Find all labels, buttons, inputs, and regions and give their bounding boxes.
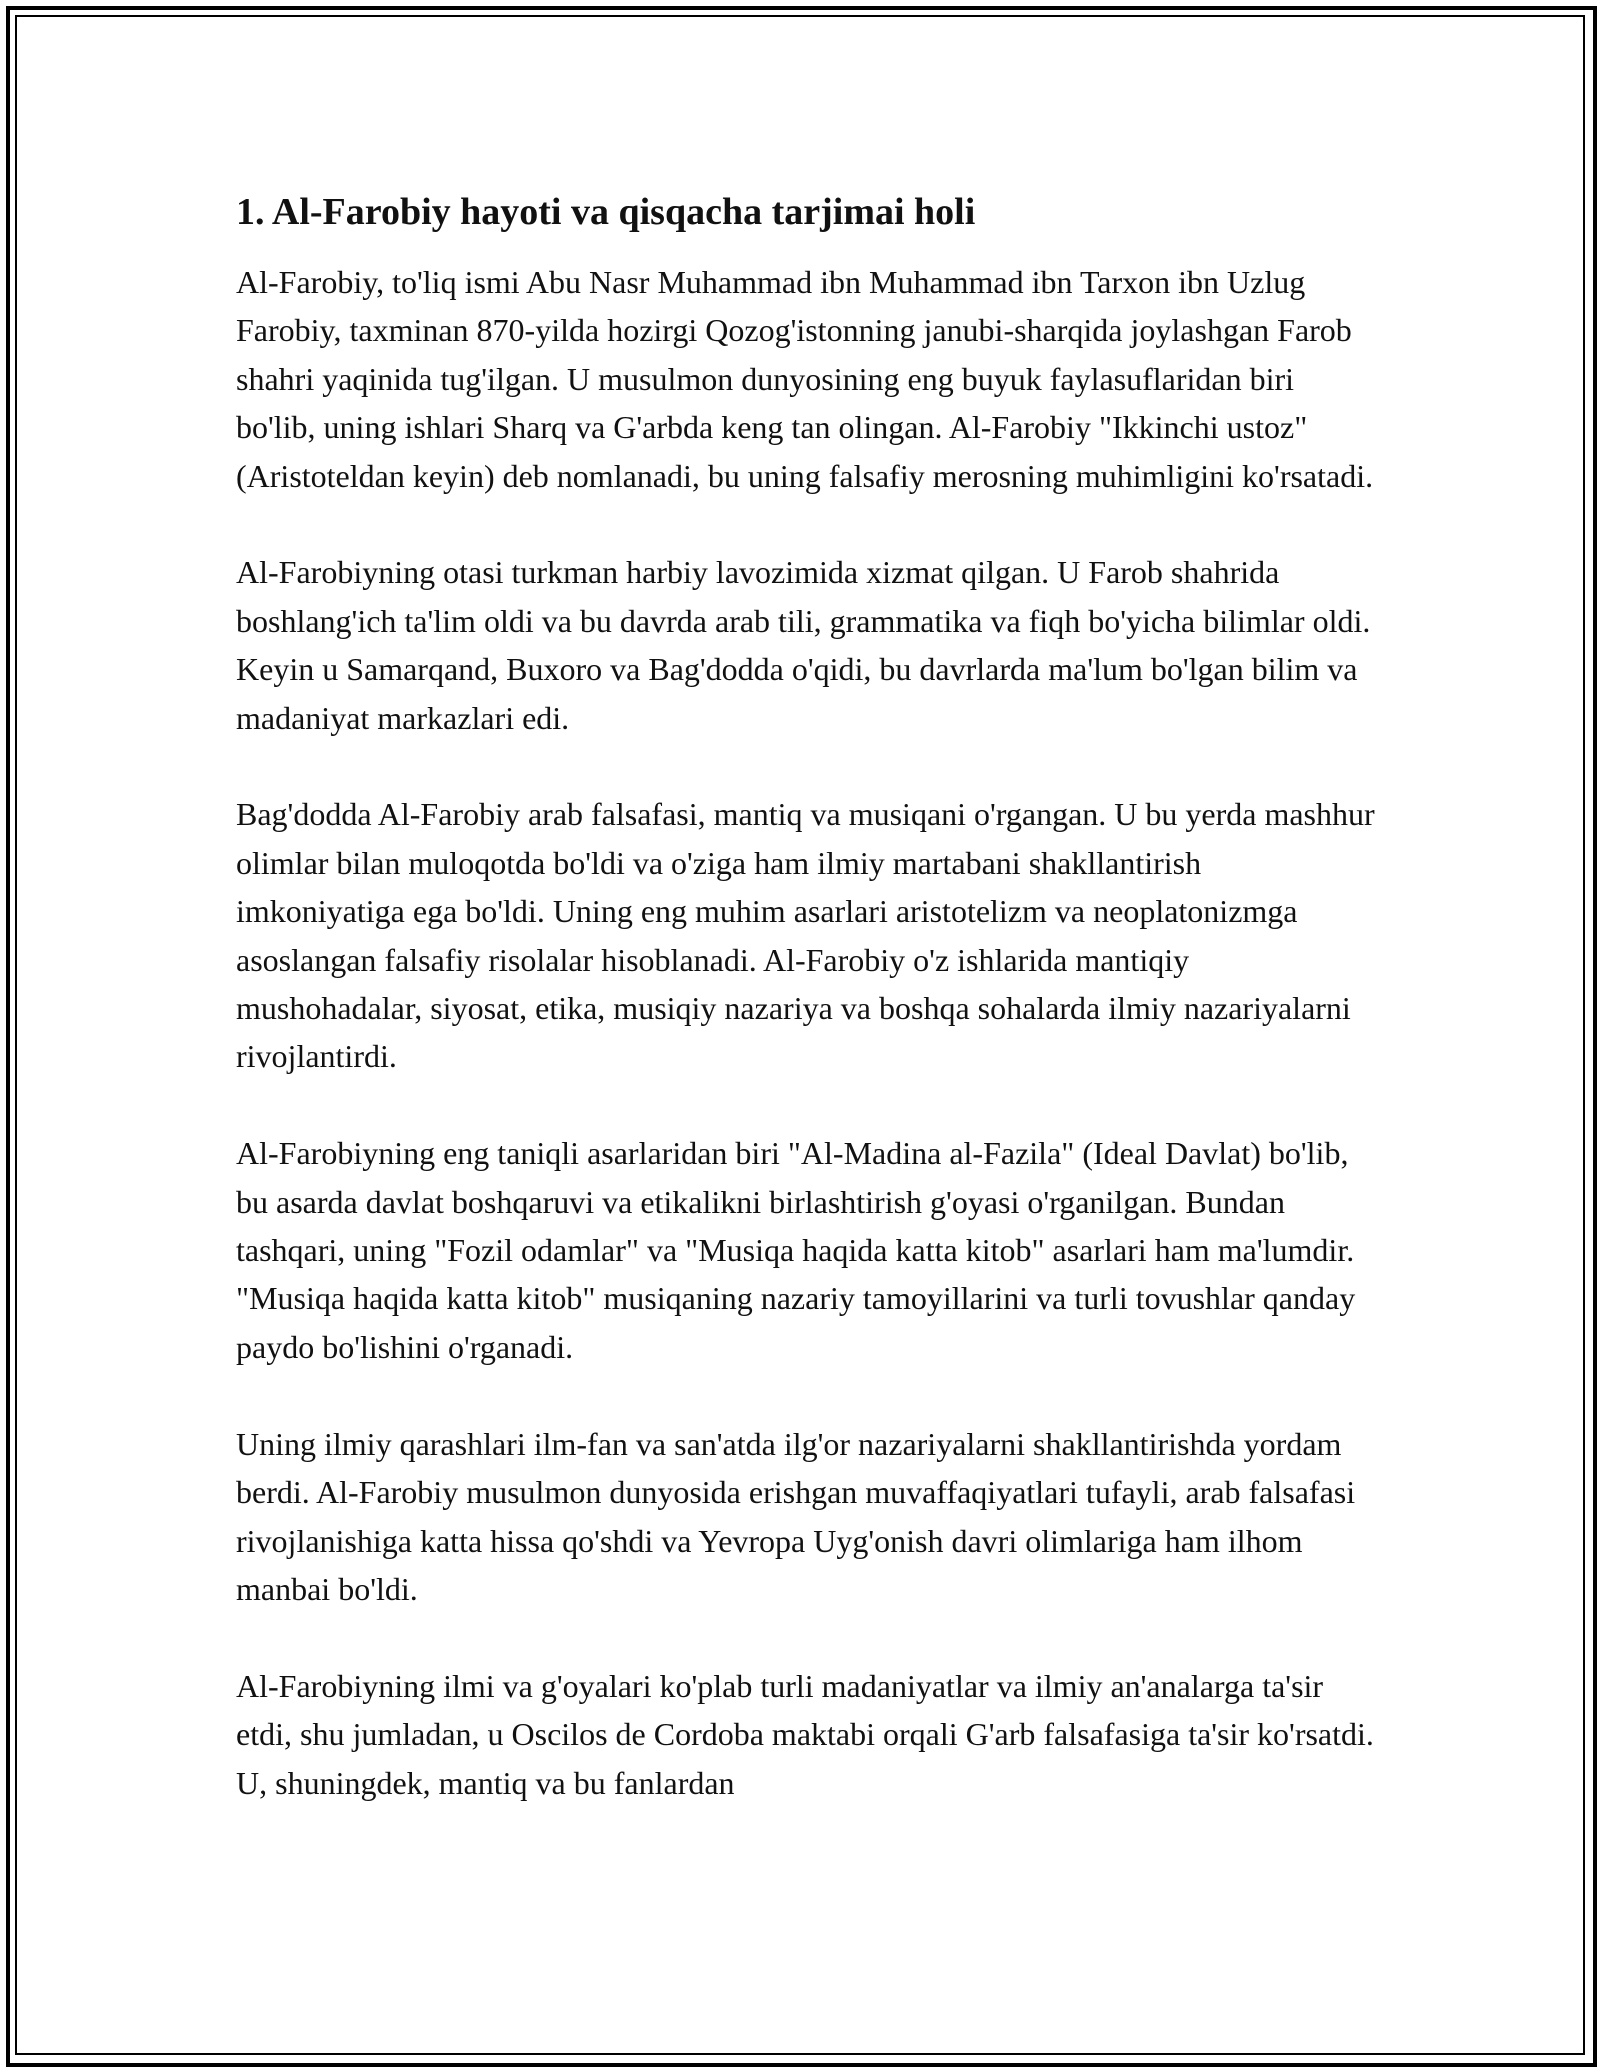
paragraph-5: Uning ilmiy qarashlari ilm-fan va san'atda ilg'or nazariyalarni shakllantirishda yordam berdi. Al-Farobiy musulmon dunyosida erishgan muvaffaqiyatlari tufayli, arab falsafasi rivojlanishiga katta hissa qo'shdi va Yevropa Uyg'onish davri olimlariga ham ilhom manbai bo'ldi.: [236, 1425, 1356, 1607]
paragraph-3: Bag'dodda Al-Farobiy arab falsafasi, mantiq va musiqani o'rgangan. U bu yerda mashhur olimlar bilan muloqotda bo'ldi va o'ziga ham ilmiy martabani shakllantirish imkoniyatiga ega bo'ldi. Uning eng muhim asarlari aristotelizm va neoplatonizmga asoslangan falsafiy risolalar hisoblanadi. Al-Farobiy o'z ishlarida mantiqiy mushohadalar, siyosat, etika, musiqiy nazariya va boshqa sohalarda ilmiy nazariyalarni rivojlantirdi.: [236, 796, 1375, 1075]
paragraph-6: Al-Farobiyning ilmi va g'oyalari ko'plab turli madaniyatlar va ilmiy an'analarga ta'sir etdi, shu jumladan, u Oscilos de Cordoba maktabi orqali G'arb falsafasiga ta'sir ko'rsatdi. U, shuningdek, mantiq va bu fanlardan: [236, 1667, 1374, 1801]
paragraph-4: Al-Farobiyning eng taniqli asarlaridan biri "Al-Madina al-Fazila" (Ideal Davlat) bo'lib, bu asarda davlat boshqaruvi va etikalikni birlashtirish g'oyasi o'rganilgan. Bundan tashqari, uning "Fozil odamlar" va "Musiqa haqida katta kitob" asarlari ham ma'lumdir. "Musiqa haqida katta kitob" musiqaning nazariy tamoyillarini va turli tovushlar qanday paydo bo'lishini o'rganadi.: [236, 1135, 1356, 1365]
page-title: 1. Al-Farobiy hayoti va qisqacha tarjimai holi: [236, 191, 976, 233]
paragraph-2: Al-Farobiyning otasi turkman harbiy lavozimida xizmat qilgan. U Farob shahrida boshlang'ich ta'lim oldi va bu davrda arab tili, grammatika va fiqh bo'yicha bilimlar oldi. Keyin u Samarqand, Buxoro va Bag'dodda o'qidi, bu davrlarda ma'lum bo'lgan bilim va madaniyat markazlari edi.: [236, 554, 1371, 736]
document-body: [236, 188, 1376, 1855]
paragraph-1: Al-Farobiy, to'liq ismi Abu Nasr Muhammad ibn Muhammad ibn Tarxon ibn Uzlug Farobiy, taxminan 870-yilda hozirgi Qozog'istonning janubi-sharqida joylashgan Farob shahri yaqinida tug'ilgan. U musulmon dunyosining eng buyuk faylasuflaridan biri bo'lib, uning ishlari Sharq va G'arbda keng tan olingan. Al-Farobiy "Ikkinchi ustoz" (Aristoteldan keyin) deb nomlanadi, bu uning falsafiy merosning muhimligini ko'rsatadi.: [236, 264, 1374, 494]
